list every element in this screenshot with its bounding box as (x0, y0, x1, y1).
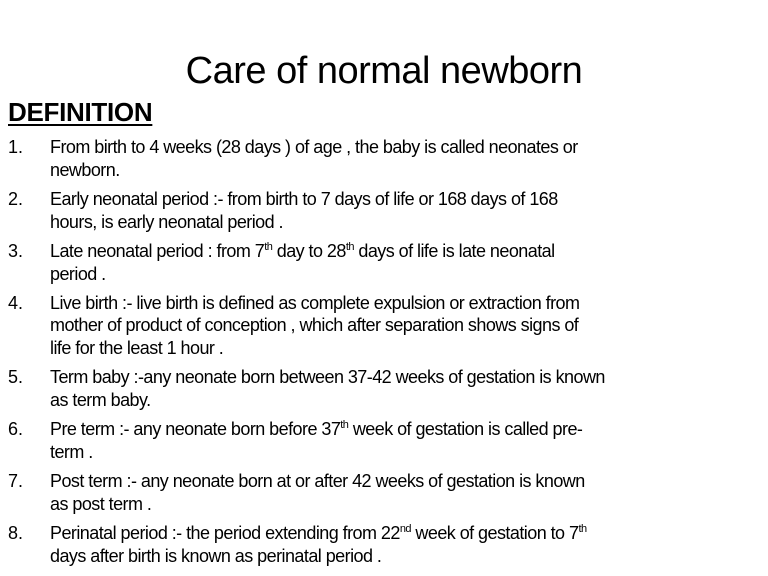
text-segment: day to 28 (272, 240, 346, 261)
list-item (0, 292, 768, 360)
list-item-line (50, 263, 768, 286)
list-number: 5. (8, 367, 24, 388)
list-number: 4. (8, 292, 24, 313)
text-segment: Pre term :- any neonate born before 37 (50, 419, 341, 440)
superscript: th (264, 240, 273, 253)
list-item-line (50, 292, 768, 315)
list-number: 2. (8, 188, 24, 209)
list-item-line (50, 441, 768, 464)
text-segment: as post term . (50, 493, 152, 514)
list-item-line (50, 240, 768, 263)
section-heading: DEFINITION (8, 97, 153, 127)
text-segment: days after birth is known as perinatal period . (50, 545, 382, 566)
list-item (0, 240, 768, 285)
list-item (0, 418, 768, 463)
list-number: 6. (8, 419, 24, 440)
text-segment: Post term :- any neonate born at or after 42 weeks of gestation is known (50, 471, 585, 492)
text-segment: From birth to 4 weeks (28 days ) of age , the baby is called neonates or (50, 137, 578, 157)
list-item-line (50, 389, 768, 412)
list-item-line (50, 418, 768, 441)
text-segment: days of life is late neonatal (353, 240, 555, 261)
list-item-line (50, 522, 768, 545)
superscript: th (345, 240, 354, 253)
list-item (0, 136, 768, 181)
text-segment: week of gestation to 7 (410, 523, 579, 544)
text-segment: newborn. (50, 159, 120, 180)
list-number: 8. (8, 523, 24, 544)
list-item (0, 366, 768, 411)
text-segment: week of gestation is called pre- (348, 419, 583, 440)
text-segment: Early neonatal period :- from birth to 7 days of life or 168 days of 168 (50, 188, 558, 209)
slide-title: Care of normal newborn (185, 50, 583, 92)
list-item (0, 470, 768, 515)
text-segment: Late neonatal period : from 7 (50, 240, 265, 261)
text-segment: period . (50, 263, 106, 284)
list-item-line (50, 545, 768, 568)
definition-list (0, 136, 768, 574)
text-segment: life for the least 1 hour . (50, 338, 224, 359)
text-segment: hours, is early neonatal period . (50, 211, 283, 232)
list-item-line (50, 314, 768, 337)
list-item-line (50, 366, 768, 389)
list-item-line (50, 470, 768, 493)
text-segment: Live birth :- live birth is defined as complete expulsion or extraction from (50, 292, 580, 313)
list-item-line (50, 211, 768, 234)
list-item-line (50, 188, 768, 211)
text-segment: as term baby. (50, 390, 151, 411)
text-segment: Perinatal period :- the period extending from 22 (50, 523, 400, 544)
list-number: 7. (8, 471, 24, 492)
list-item-line (50, 159, 768, 182)
text-segment: Term baby :-any neonate born between 37-42 weeks of gestation is known (50, 367, 605, 388)
list-item (0, 522, 768, 567)
list-number: 3. (8, 240, 24, 261)
superscript: th (340, 419, 349, 432)
text-segment: mother of product of conception , which after separation shows signs of (50, 315, 579, 336)
list-item-line (50, 493, 768, 516)
list-number: 1. (8, 137, 24, 157)
superscript: th (578, 523, 587, 536)
list-item-line (50, 136, 768, 159)
superscript: nd (399, 523, 411, 536)
list-item-line (50, 337, 768, 360)
list-item (0, 188, 768, 233)
text-segment: term . (50, 441, 93, 462)
